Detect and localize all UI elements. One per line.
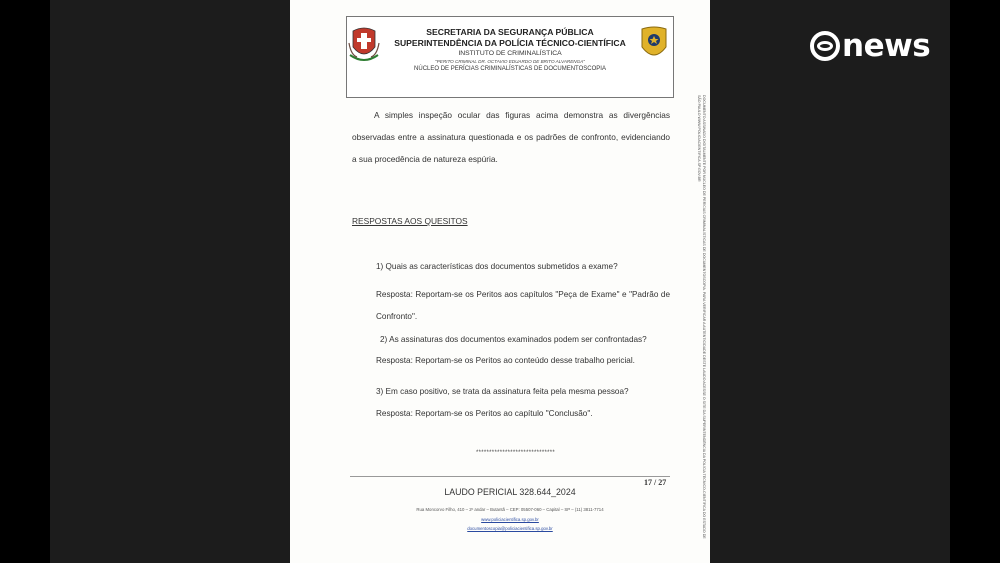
footer-link-email[interactable]: documentoscopia@policiacientifica.sp.gov.br: [467, 526, 553, 531]
header-line-5: NÚCLEO DE PERÍCIAS CRIMINALÍSTICAS DE DOCUMENTOSCOPIA: [414, 66, 606, 72]
footer-link-website[interactable]: www.policiacientifica.sp.gov.br: [481, 517, 539, 522]
left-black-bar: [0, 0, 50, 563]
left-gray-panel: [50, 0, 290, 563]
gnews-logo: [810, 28, 930, 64]
footer-divider: [350, 476, 670, 477]
state-crest-icon: [347, 25, 381, 65]
right-black-bar: [950, 0, 1000, 563]
answer-2: Resposta: Reportam-se os Peritos ao conteúdo desse trabalho pericial.: [376, 356, 635, 365]
answer-3: Resposta: Reportam-se os Peritos ao capítulo "Conclusão".: [376, 409, 593, 418]
question-3: 3) Em caso positivo, se trata da assinatura feita pela mesma pessoa?: [376, 387, 629, 396]
footer-address: Rua Moncorvo Filho, 410 – 2º andar – Butantã – CEP: 05507-060 – Capital – SP – (11) 3811-7714: [416, 507, 604, 512]
page-number: 17 / 27: [644, 478, 667, 487]
header-line-2: SUPERINTENDÊNCIA DA POLÍCIA TÉCNICO-CIENTÍFICA: [394, 38, 626, 48]
right-gray-panel: [710, 0, 950, 563]
header-line-4: "PERITO CRIMINAL DR. OCTAVIO EDUARDO DE BRITO ALVARENGA": [435, 59, 585, 64]
separator-stars: ******************************: [476, 450, 556, 456]
globo-logo-icon: [810, 31, 840, 61]
section-title: RESPOSTAS AOS QUESITOS: [352, 216, 468, 226]
police-badge-icon: [639, 25, 669, 63]
document-page: [290, 0, 710, 563]
header-line-3: INSTITUTO DE CRIMINALÍSTICA: [458, 50, 562, 57]
logo-text: news: [842, 28, 931, 64]
digital-signature-note: DOCUMENTO ASSINADO DIGITALMENTE POR NÚCLEO DE PERÍCIAS CRIMINALÍSTICAS DE DOCUMENTOSCOPIA. PARA VERIFICAR A AUTENTICIDADE DESTE LAUDO ACESSE O SITE DA SUPERINTENDÊNCIA DA POLÍCIA TÉCNICO-CIENTÍFICA DO ESTADO DE SÃO PAULO WWW.POLICIACIENTIFICA.SP.GOV.BR: [697, 95, 706, 539]
answer-1: [376, 284, 670, 328]
laudo-title: LAUDO PERICIAL 328.644_2024: [444, 487, 576, 497]
answer-1-text: Resposta: Reportam-se os Peritos aos capítulos "Peça de Exame" e "Padrão de Confronto".: [376, 290, 670, 321]
header-line-1: SECRETARIA DA SEGURANÇA PÚBLICA: [426, 27, 594, 37]
question-1: 1) Quais as características dos documentos submetidos a exame?: [376, 262, 618, 271]
conclusion-paragraph: A simples inspeção ocular das figuras acima demonstra as divergências observadas entre a assinatura questionada e os padrões de confronto, evidenciando a sua procedência de natureza espúria.: [352, 110, 670, 164]
question-2: 2) As assinaturas dos documentos examinados podem ser confrontadas?: [380, 335, 647, 344]
document-header: [346, 16, 674, 98]
